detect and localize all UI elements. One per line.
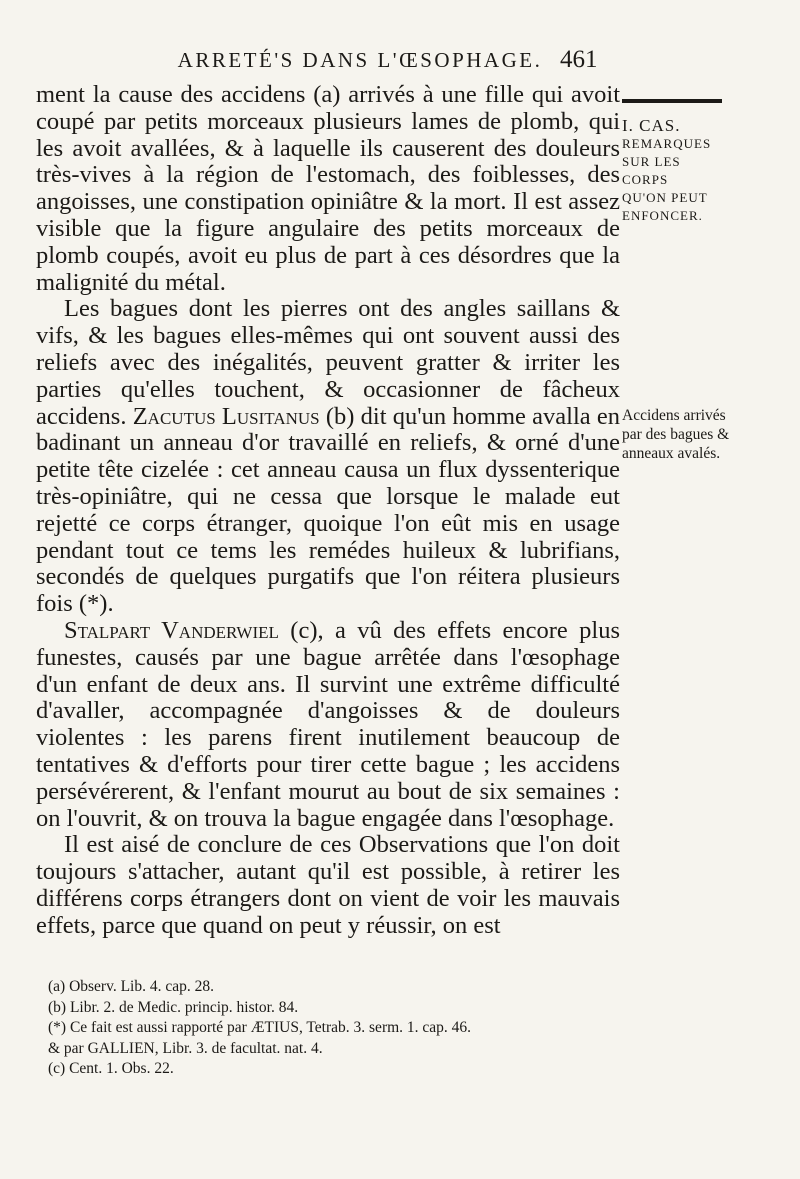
footnotes <box>48 977 628 1080</box>
paragraph-2 <box>36 296 620 618</box>
paragraph-3 <box>36 618 620 832</box>
paragraph-2-text-a: Les bagues dont les pierres ont des angles saillans & vifs, & les bagues elles-mêmes qui ont souvent aussi des reliefs avec des inégalités, peuvent gratter & irriter les parties qu'elles touchent, & occasionner de fâcheux accidens. <box>36 295 620 430</box>
footnote-star-continued: & par GALLIEN, Libr. 3. de facultat. nat. 4. <box>48 1039 323 1057</box>
running-title: ARRETÉ'S DANS L'ŒSOPHAGE. <box>177 48 543 72</box>
margin-rule <box>622 99 722 103</box>
paragraph-1: ment la cause des accidens (a) arrivés à une fille qui avoit coupé par petits morceaux plusieurs lames de plomb, qui les avoit avallées, & à laquelle ils causerent des douleurs très-vives à la région de l'estomach, des foiblesses, des angoisses, une constipation opiniâtre & la mort. Il est assez visible que la figure angulaire des petits morceaux de plomb coupés, avoit eu plus de part à ces désordres que la malignité du métal. <box>36 81 620 296</box>
author-name-stalpart: Stalpart Vanderwiel <box>64 616 279 644</box>
main-text <box>36 82 620 940</box>
case-note-line: QU'ON PEUT <box>622 190 708 205</box>
case-heading: I. CAS. <box>622 116 681 135</box>
footnote-b: (b) Libr. 2. de Medic. princip. histor. 84. <box>48 998 299 1016</box>
footnote-a: (a) Observ. Lib. 4. cap. 28. <box>48 978 214 995</box>
paragraph-3-text: (c), a vû des effets encore plus funestes, causés par une bague arrêtée dans l'œsophage d'un enfant de deux ans. Il survint une extrême difficulté d'avaller, accompagnée d'angoisses & de douleurs violentes : les parens firent inutilement beaucoup de tentatives & d'efforts pour tirer cette bague ; les accidens persévérerent, & l'enfant mourut au bout de six semaines : on l'ouvrit, & on trouva la bague engagée dans l'œsophage. <box>36 616 620 832</box>
paragraph-4: Il est aisé de conclure de ces Observations que l'on doit toujours s'attacher, autant qu'il est possible, à retirer les différens corps étrangers dont on vient de voir les mauvais effets, parce que quand on peut y réussir, on est <box>36 831 620 939</box>
page-number: 461 <box>560 46 598 73</box>
margin-note-case <box>622 117 730 225</box>
footnote-c: (c) Cent. 1. Obs. 22. <box>48 1060 174 1077</box>
paragraph-2-text-b: (b) dit qu'un homme avalla en badinant un anneau d'or travaillé en reliefs, & orné d'une petite tête cizelée : cet anneau causa un flux dyssenterique très-opiniâtre, qui ne cessa que lorsque le malade eut rejetté ce corps étranger, quoique l'on eût mis en usage pendant tout ce tems les remédes huileux & lubrifians, secondés de quelques purgatifs que l'on réitera plusieurs fois (*). <box>36 402 621 618</box>
case-note-line: ENFONCER. <box>622 208 703 223</box>
case-note-line: REMARQUES <box>622 136 712 151</box>
case-note-line: SUR LES CORPS <box>622 154 681 187</box>
margin-note-rings: Accidens arrivés par des bagues & anneaux avalés. <box>622 407 730 462</box>
author-name-zacutus: Zacutus Lusitanus <box>132 402 320 430</box>
footnote-star: (*) Ce fait est aussi rapporté par ÆTIUS, Tetrab. 3. serm. 1. cap. 46. <box>48 1019 472 1036</box>
